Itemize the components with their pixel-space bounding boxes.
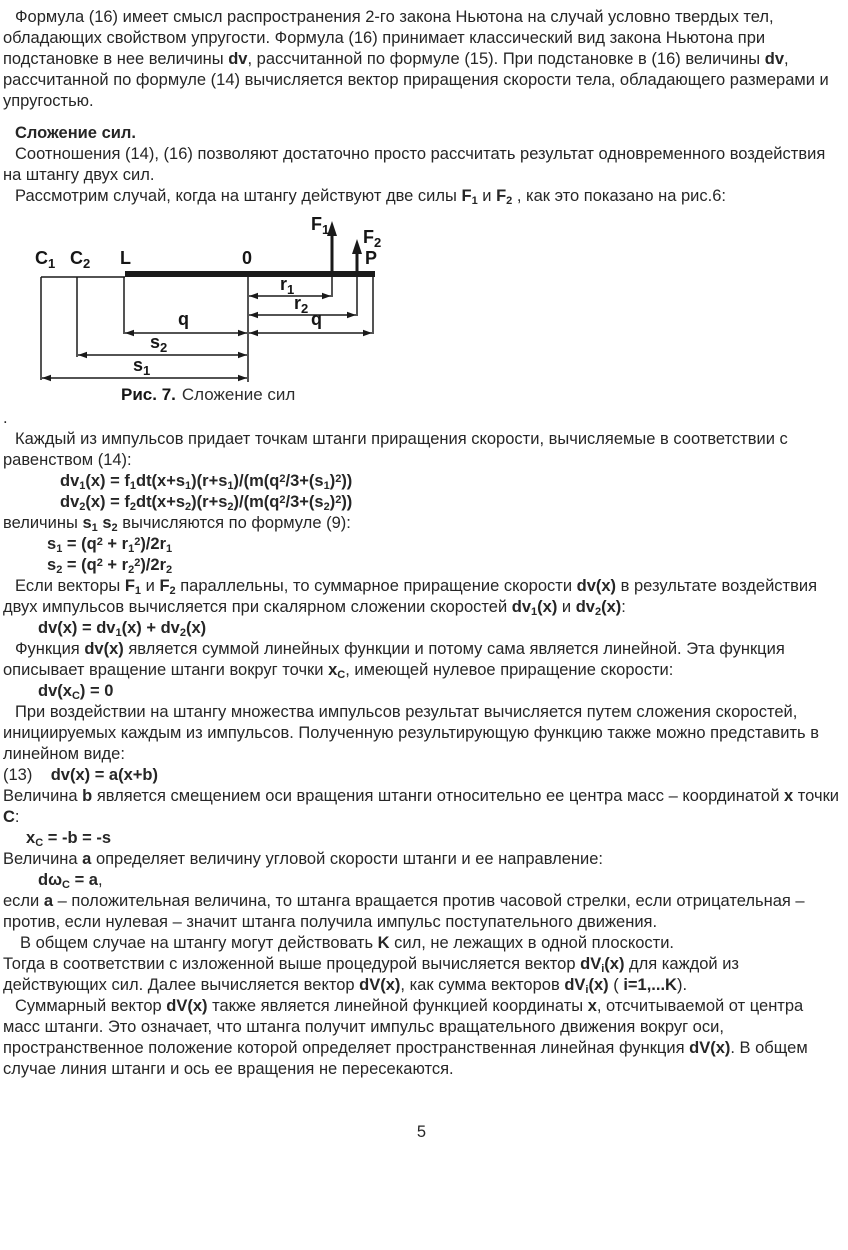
paragraph: Функция dv(x) является суммой линейных функции и потому сама является линейной. Эта функция описывает вращение штанги вокруг точки $x_C$, имеющей нулевое приращение скорости: — [3, 640, 785, 681]
section-heading: Сложение сил. — [15, 124, 136, 142]
text-block-bottom — [3, 408, 840, 1080]
formula-line: $x_C = -b = -s$ — [26, 829, 111, 849]
dimension-q-left — [125, 330, 247, 336]
paragraph: Величина a определяет величину угловой скорости штанги и ее направление: — [3, 850, 604, 868]
formula-line: $dv(x_C) = 0$ — [38, 682, 114, 702]
formula-line: $s_1 = (q^2 + r_1^2)/2r_1$ — [47, 535, 173, 555]
figure-7-diagram — [28, 210, 448, 408]
label-s1: $s_1$ — [133, 355, 151, 378]
label-f2: $F_2$ — [363, 227, 382, 250]
dimension-q-right — [249, 330, 372, 336]
paragraph: В общем случае на штангу могут действовать K сил, не лежащих в одной плоскости. — [20, 934, 675, 952]
label-c2: $C_2$ — [70, 248, 91, 271]
force-arrow-f2 — [352, 239, 362, 272]
figure-7 — [28, 210, 840, 408]
label-s2: $s_2$ — [150, 332, 168, 355]
label-q-left: q — [178, 309, 189, 329]
label-q-right: q — [311, 309, 322, 329]
paragraph: Величина b является смещением оси вращения штанги относительно ее центра масс – координатой x точки C: — [3, 787, 840, 826]
label-l: L — [120, 248, 131, 268]
label-r2: $r_2$ — [294, 293, 309, 316]
formula-line: $s_2 = (q^2 + r_2^2)/2r_2$ — [47, 556, 173, 576]
page-number: 5 — [416, 1123, 427, 1141]
formula-line: $dv_1(x) = f_1dt(x+s_1)(r+s_1)/(m(q^2/3+(s_1)^2))$ — [60, 472, 353, 492]
paragraph: Формула (16) имеет смысл распространения 2-го закона Ньютона на случай условно твердых тел, обладающих свойством упругости. Формула (16) принимает классический вид закона Ньютона при подстановке в нее величины dv, рассчитанной по формуле (15). При подстановке в (16) величины dv, рассчитанной по формуле (14) вычисляется вектор приращения скорости тела, обладающего размерами и упругостью. — [3, 8, 829, 110]
label-c1: $C_1$ — [35, 248, 56, 271]
paragraph: Каждый из импульсов придает точкам штанги приращения скорости, вычисляемые в соответствии с равенством (14): — [3, 430, 788, 469]
paragraph: Рассмотрим случай, когда на штангу действуют две силы $F_1$ и $F_2$ , как это показано на рис.6: — [15, 187, 726, 207]
numbered-formula-line: (13) dv(x) = a(x+b) — [3, 766, 158, 784]
label-r1: $r_1$ — [280, 274, 295, 297]
formula-line: $dv_2(x) = f_2dt(x+s_2)(r+s_2)/(m(q^2/3+(s_2)^2))$ — [60, 493, 353, 513]
label-f1: $F_1$ — [311, 214, 330, 237]
paragraph: величины $s_1$ $s_2$ вычисляются по формуле (9): — [3, 514, 351, 534]
paragraph: Если векторы $F_1$ и $F_2$ параллельны, то суммарное приращение скорости dv(x) в результате воздействия двух импульсов вычисляется при скалярном сложении скоростей $dv_1(x)$ и $dv_2(x)$: — [3, 577, 818, 618]
paragraph: Соотношения (14), (16) позволяют достаточно просто рассчитать результат одновременного воздействия на штангу двух сил. — [3, 145, 826, 184]
label-p: P — [365, 248, 378, 268]
label-origin: 0 — [242, 248, 253, 268]
paragraph: Тогда в соответствии с изложенной выше процедурой вычисляется вектор $dV_i(x)$ для каждой из действующих сил. Далее вычисляется вектор dV(x), как сумма векторов $dV_i(x)$ ( i=1,...K). — [3, 955, 739, 996]
text-block-top — [3, 7, 840, 207]
formula-line: $d\omega_C = a$, — [38, 871, 103, 891]
formula-line: $dv(x) = dv_1(x) + dv_2(x)$ — [38, 619, 207, 639]
paragraph: При воздействии на штангу множества импульсов результат вычисляется путем сложения скоростей, инициируемых каждым из импульсов. Полученную результирующую функцию также можно представить в линейном виде: — [3, 703, 819, 763]
paragraph: если a – положительная величина, то штанга вращается против часовой стрелки, если отрицательная – против, если нулевая – значит штанга получила импульс поступательного движения. — [3, 892, 805, 931]
paragraph: Суммарный вектор dV(x) также является линейной функцией координаты x, отсчитываемой от центра масс штанги. Это означает, что штанга получит импульс вращательного движения вокруг оси, пространственное положение которой определяет пространственная линейная функция dV(x). В общем случае линия штанги и ось ее вращения не пересекаются. — [3, 997, 808, 1078]
figure-caption: Рис. 7. Сложение сил — [121, 385, 296, 404]
paragraph: . — [3, 409, 8, 427]
